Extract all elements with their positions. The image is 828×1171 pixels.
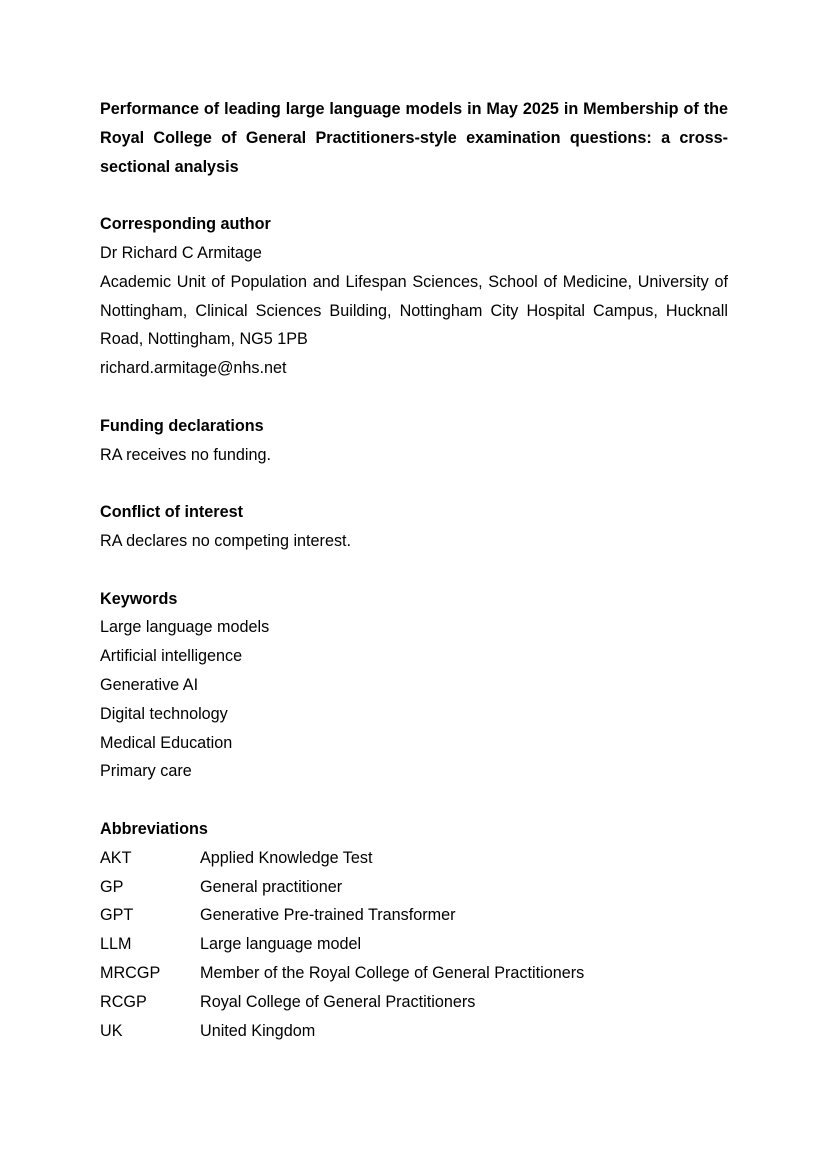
author-name: Dr Richard C Armitage [100,243,262,262]
author-affiliation: Academic Unit of Population and Lifespan Sciences, School of Medicine, University of Nottingham, Clinical Sciences Building, Nottingham City Hospital Campus, Hucknall Road, Nottingham, NG5 1PB [100,272,728,349]
paper-title: Performance of leading large language models in May 2025 in Membership of the Royal College of General Practitioners-style examination questions: a cross-sectional analysis [100,100,728,176]
abbreviation-row [100,844,728,873]
keywords-heading: Keywords [100,589,178,608]
abbreviation-term: RCGP [100,992,147,1011]
abbreviation-row [100,873,728,902]
abbreviation-term: AKT [100,848,132,867]
abbreviation-row [100,988,728,1017]
paper-page [100,95,728,1045]
author-email: richard.armitage@nhs.net [100,359,287,378]
abbreviation-definition: Applied Knowledge Test [200,848,373,867]
funding-section [100,412,728,470]
abbreviation-definition: Large language model [200,935,362,954]
conflict-heading: Conflict of interest [100,503,243,522]
abbreviation-term: GPT [100,906,134,925]
abbreviation-row [100,901,728,930]
abbreviation-definition: Generative Pre-trained Transformer [200,906,456,925]
abbreviation-definition: General practitioner [200,877,343,896]
corresponding-author-section [100,210,728,383]
keywords-section [100,585,728,787]
abbreviation-definition: Royal College of General Practitioners [200,992,476,1011]
funding-heading: Funding declarations [100,416,264,435]
abbreviations-heading: Abbreviations [100,819,208,838]
abbreviation-row [100,930,728,959]
keyword-item: Medical Education [100,733,233,752]
abbreviation-term: LLM [100,935,132,954]
keyword-item: Digital technology [100,704,228,723]
conflict-section [100,498,728,556]
keyword-item: Large language models [100,618,270,637]
keyword-item: Artificial intelligence [100,647,243,666]
abbreviation-term: MRCGP [100,963,161,982]
abbreviation-row [100,959,728,988]
funding-text: RA receives no funding. [100,445,271,464]
abbreviations-section [100,815,728,1045]
abbreviation-definition: United Kingdom [200,1021,316,1040]
abbreviation-row [100,1017,728,1046]
keyword-item: Generative AI [100,675,199,694]
conflict-text: RA declares no competing interest. [100,531,352,550]
keyword-item: Primary care [100,762,192,781]
abbreviation-term: UK [100,1021,123,1040]
abbreviation-term: GP [100,877,124,896]
corresponding-author-heading: Corresponding author [100,215,271,234]
abbreviation-definition: Member of the Royal College of General Practitioners [200,963,585,982]
